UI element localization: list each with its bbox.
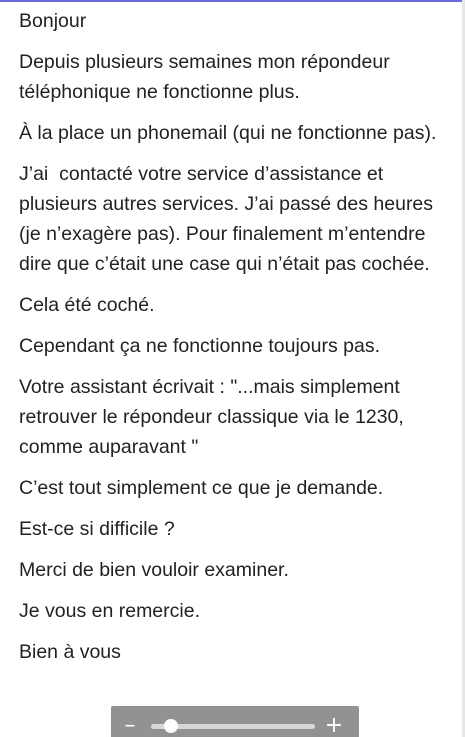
message-paragraph: Cela été coché. xyxy=(19,294,155,316)
message-paragraph: Je vous en remercie. xyxy=(19,600,200,622)
message-paragraph: Est-ce si difficile ? xyxy=(19,518,175,540)
zoom-out-button[interactable]: – xyxy=(124,713,136,737)
zoom-control xyxy=(111,706,359,737)
zoom-in-button[interactable]: + xyxy=(324,713,344,737)
message-body xyxy=(19,6,439,678)
message-paragraph: Votre assistant écrivait : "...mais simplement retrouver le répondeur classique via le 1230, comme auparavant " xyxy=(19,376,410,458)
message-paragraph: Depuis plusieurs semaines mon répondeur téléphonique ne fonctionne plus. xyxy=(19,51,396,103)
message-paragraph: J’ai contacté votre service d’assistance et plusieurs autres services. J’ai passé des heures (je n’exagère pas). Pour finalement m’entendre dire que c’était une case qui n’était pas cochée. xyxy=(19,163,439,275)
message-paragraph: Bien à vous xyxy=(19,641,121,663)
zoom-slider-thumb[interactable] xyxy=(164,719,178,733)
message-paragraph: À la place un phonemail (qui ne fonctionne pas). xyxy=(19,122,437,144)
message-paragraph: Merci de bien vouloir examiner. xyxy=(19,559,289,581)
message-paragraph: Cependant ça ne fonctionne toujours pas. xyxy=(19,335,381,357)
top-accent-line xyxy=(0,0,465,2)
message-paragraph: C’est tout simplement ce que je demande. xyxy=(19,477,384,499)
message-paragraph: Bonjour xyxy=(19,10,87,32)
